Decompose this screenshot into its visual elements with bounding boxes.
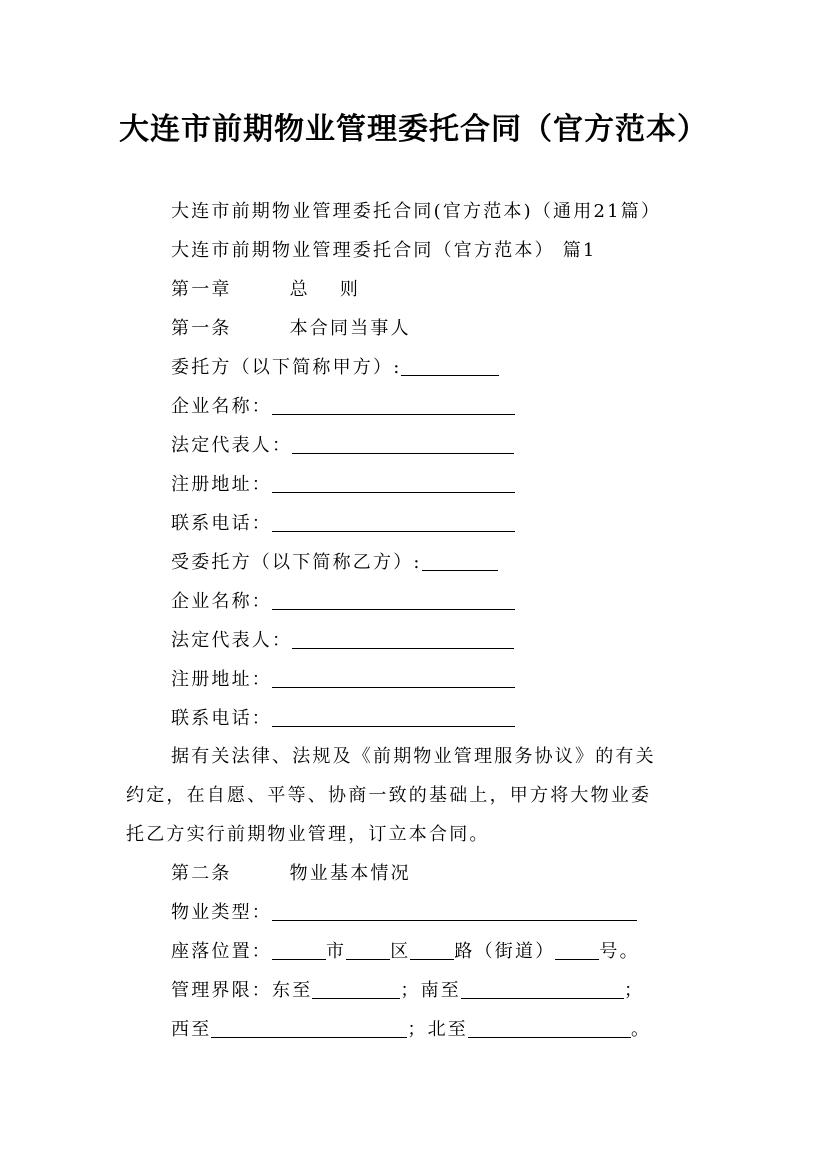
field-label: 。 [631,1019,652,1040]
fill-blank [272,474,515,493]
field-label: 座落位置： [171,941,272,962]
party-a-address [171,473,515,497]
field-label: 路（街道） [454,941,556,962]
fill-blank [346,941,390,960]
field-label: 市 [326,941,347,962]
fill-blank [461,980,624,999]
fill-blank [272,669,515,688]
party-a-legal-rep [171,434,514,458]
fill-blank [292,630,514,649]
party-b-address [171,668,515,692]
field-label: 注册地址： [171,474,272,495]
field-label: 法定代表人： [171,630,293,651]
property-type-line [171,901,637,925]
field-label: 物业类型： [171,902,272,923]
paragraph-line: 托乙方实行前期物业管理，订立本合同。 [126,824,490,845]
field-label: ；北至 [407,1019,469,1040]
fill-blank [555,941,599,960]
field-label: 委托方（以下简称甲方）: [171,357,402,378]
article-heading [171,862,411,886]
article-number: 第二条 [171,863,232,884]
party-a-company [171,395,515,419]
field-label: 注册地址： [171,669,272,690]
party-a-phone [171,512,515,536]
field-label: 联系电话： [171,513,272,534]
chapter-title-part: 则 [339,279,361,300]
document-title: 大连市前期物业管理委托合同（官方范本） [119,112,708,147]
party-a-line [171,356,499,380]
field-label: 管理界限：东至 [171,980,313,1001]
fill-blank [422,552,498,571]
party-b-line [171,551,498,575]
party-b-phone [171,707,515,731]
fill-blank [272,513,515,532]
fill-blank [272,708,515,727]
location-line [171,940,640,964]
piece-heading: 大连市前期物业管理委托合同（官方范本） 篇1 [171,240,597,261]
article-title: 本合同当事人 [289,318,411,339]
field-label: 受委托方（以下简称乙方）: [171,552,422,573]
article-title: 物业基本情况 [289,863,411,884]
party-b-legal-rep [171,629,514,653]
fill-blank [272,941,326,960]
fill-blank [272,396,515,415]
party-b-company [171,590,515,614]
field-label: ； [624,980,645,1001]
field-label: 企业名称： [171,591,272,612]
chapter-heading [171,278,360,302]
fill-blank [468,1019,631,1038]
field-label: 联系电话： [171,708,272,729]
intro-line: 大连市前期物业管理委托合同(官方范本)（通用21篇） [171,201,662,222]
fill-blank [312,980,400,999]
article-heading [171,317,411,341]
fill-blank [272,902,637,921]
field-label: 号。 [599,941,640,962]
article-number: 第一条 [171,318,232,339]
field-label: 企业名称： [171,396,272,417]
fill-blank [292,435,514,454]
fill-blank [410,941,454,960]
paragraph-line: 据有关法律、法规及《前期物业管理服务协议》的有关 [171,746,656,767]
field-label: 西至 [171,1019,212,1040]
paragraph-line: 约定，在自愿、平等、协商一致的基础上，甲方将大物业委 [126,785,652,806]
field-label: 区 [390,941,411,962]
boundary-line-2 [171,1018,651,1042]
fill-blank [401,357,499,376]
fill-blank [272,591,515,610]
fill-blank [211,1019,407,1038]
field-label: 法定代表人： [171,435,293,456]
boundary-line-1 [171,979,644,1003]
chapter-title-part: 总 [289,279,310,300]
chapter-number: 第一章 [171,279,232,300]
field-label: ；南至 [400,980,462,1001]
